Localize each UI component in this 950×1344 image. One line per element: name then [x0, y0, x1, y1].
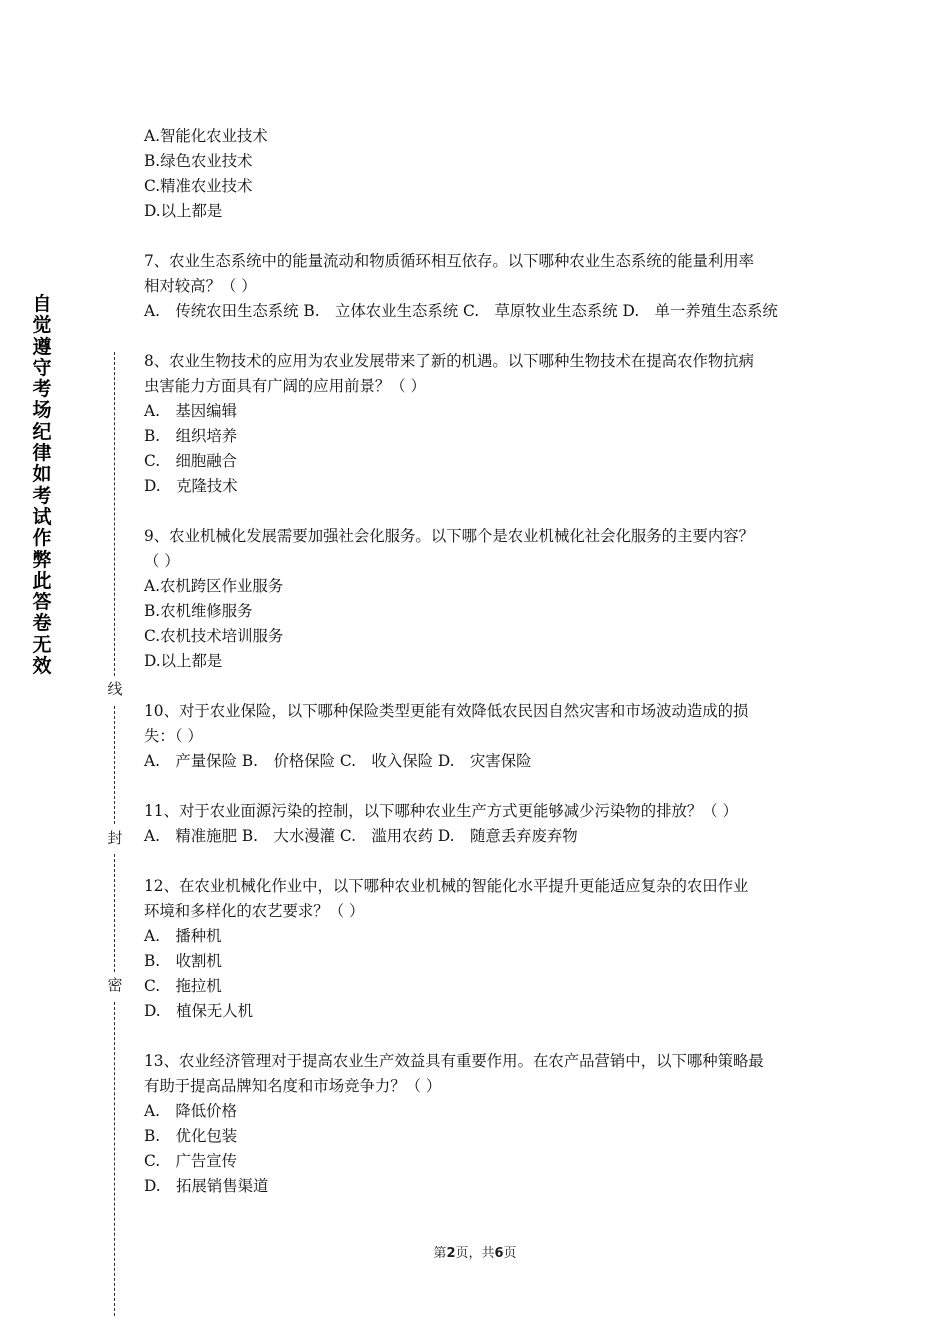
question-8-text: 8、农业生物技术的应用为农业发展带来了新的机遇。以下哪种生物技术在提高农作物抗病 — [144, 352, 755, 370]
question-10-text: 10、对于农业保险，以下哪种保险类型更能有效降低农民因自然灾害和市场波动造成的损 — [144, 702, 749, 720]
total-pages: 6 — [494, 1246, 504, 1261]
option-line: B.绿色农业技术 — [144, 152, 253, 170]
page-number: 2 — [446, 1246, 456, 1261]
spacer — [144, 224, 824, 249]
spacer — [144, 324, 824, 349]
option-line: A.智能化农业技术 — [144, 127, 268, 145]
option-line: A. 降低价格 — [144, 1102, 237, 1120]
option-line: D.以上都是 — [144, 202, 223, 220]
cut-line-segment — [114, 1002, 115, 1316]
question-7-text: 相对较高？（ ） — [144, 277, 257, 295]
option-line: D. 植保无人机 — [144, 1002, 254, 1020]
cut-label-secret: 密 — [107, 976, 123, 994]
option-line: A. 播种机 — [144, 927, 222, 945]
question-11-options: A. 精准施肥 B. 大水漫灌 C. 滥用农药 D. 随意丢弃废弃物 — [144, 827, 578, 845]
question-7-options: A. 传统农田生态系统 B. 立体农业生态系统 C. 草原牧业生态系统 D. 单一养殖生态系统 — [144, 302, 778, 320]
spacer — [144, 774, 824, 799]
option-line: B. 组织培养 — [144, 427, 238, 445]
cut-label-seal: 封 — [107, 829, 123, 847]
option-line: A. 基因编辑 — [144, 402, 237, 420]
question-12-text: 12、在农业机械化作业中，以下哪种农业机械的智能化水平提升更能适应复杂的农田作业 — [144, 877, 749, 895]
cut-line-segment — [114, 854, 115, 972]
spacer — [144, 1024, 824, 1049]
question-8-text: 虫害能力方面具有广阔的应用前景？（ ） — [144, 377, 426, 395]
option-line: C. 细胞融合 — [144, 452, 238, 470]
question-content — [144, 124, 824, 1199]
exam-discipline-notice: 自觉遵守考场纪律如考试作弊此答卷无效 — [32, 293, 52, 678]
question-9-text: （ ） — [144, 552, 180, 570]
question-13-text: 13、农业经济管理对于提高农业生产效益具有重要作用。在农产品营销中，以下哪种策略最 — [144, 1052, 764, 1070]
footer-suffix: 页 — [503, 1246, 517, 1261]
option-line: A.农机跨区作业服务 — [144, 577, 284, 595]
question-11-text: 11、对于农业面源污染的控制，以下哪种农业生产方式更能够减少污染物的排放？（ ） — [144, 802, 738, 820]
option-line: C. 广告宣传 — [144, 1152, 238, 1170]
option-line: B. 优化包装 — [144, 1127, 238, 1145]
footer-prefix: 第 — [433, 1246, 447, 1261]
question-10-options: A. 产量保险 B. 价格保险 C. 收入保险 D. 灾害保险 — [144, 752, 532, 770]
question-7-text: 7、农业生态系统中的能量流动和物质循环相互依存。以下哪种农业生态系统的能量利用率 — [144, 252, 755, 270]
question-13-text: 有助于提高品牌知名度和市场竞争力？（ ） — [144, 1077, 442, 1095]
cut-line-segment — [114, 352, 115, 676]
question-12-text: 环境和多样化的农艺要求？（ ） — [144, 902, 365, 920]
option-line: D. 拓展销售渠道 — [144, 1177, 269, 1195]
spacer — [144, 674, 824, 699]
option-line: D. 克隆技术 — [144, 477, 238, 495]
cut-line-segment — [114, 706, 115, 824]
option-line: B.农机维修服务 — [144, 602, 253, 620]
spacer — [144, 849, 824, 874]
footer-middle: 页，共 — [455, 1246, 495, 1261]
question-9-text: 9、农业机械化发展需要加强社会化服务。以下哪个是农业机械化社会化服务的主要内容？ — [144, 527, 755, 545]
option-line: C.精准农业技术 — [144, 177, 253, 195]
option-line: B. 收割机 — [144, 952, 222, 970]
option-line: D.以上都是 — [144, 652, 223, 670]
page-footer — [0, 1244, 950, 1264]
option-line: C.农机技术培训服务 — [144, 627, 284, 645]
option-line: C. 拖拉机 — [144, 977, 222, 995]
question-10-text: 失：（ ） — [144, 727, 203, 745]
spacer — [144, 499, 824, 524]
cut-label-line: 线 — [107, 680, 123, 698]
